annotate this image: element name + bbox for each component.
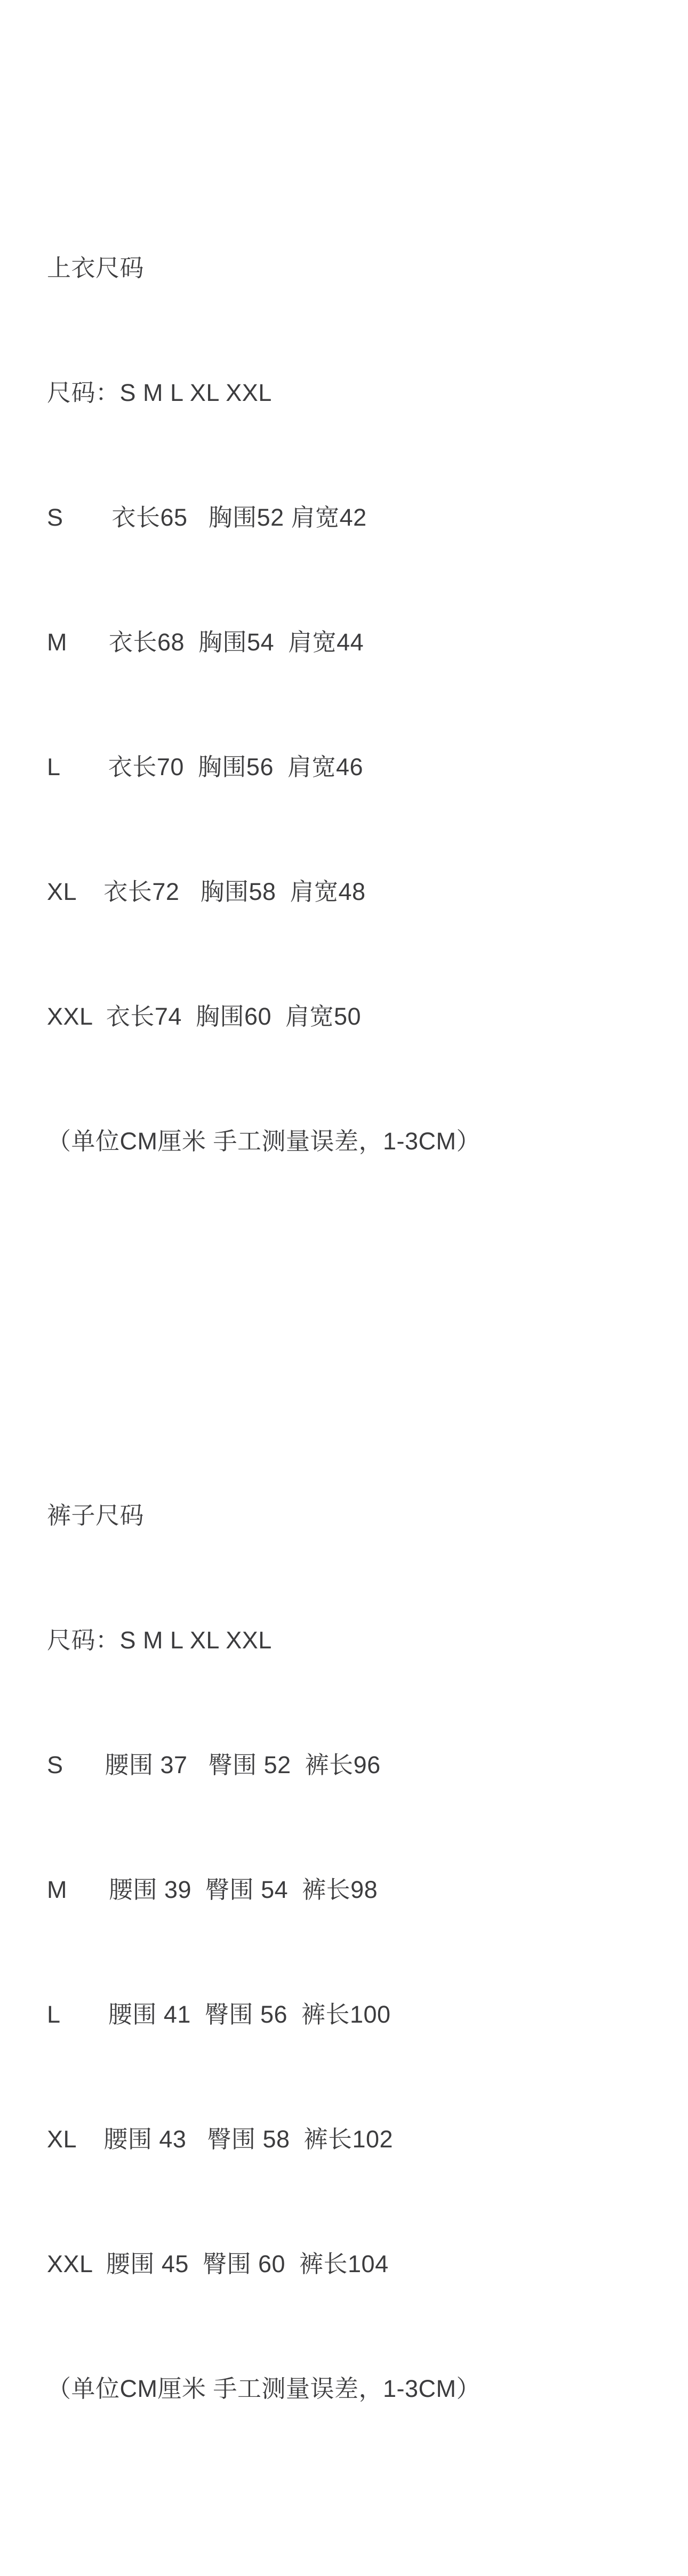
tops-measurement-note: （单位CM厘米 手工测量误差，1-3CM） <box>47 1128 481 1155</box>
pants-size-section <box>47 1412 660 2493</box>
tops-size-row-s: S 衣长65 胸围52 肩宽42 <box>47 504 367 531</box>
tops-size-row-xxl: XXL 衣长74 胸围60 肩宽50 <box>47 1003 362 1030</box>
tops-size-options-line: 尺码：S M L XL XXL <box>47 379 272 406</box>
pants-size-row-l: L 腰围 41 臀围 56 裤长100 <box>47 2001 391 2028</box>
pants-size-row-m: M 腰围 39 臀围 54 裤长98 <box>47 1876 378 1903</box>
tops-size-row-l: L 衣长70 胸围56 肩宽46 <box>47 753 364 780</box>
pants-size-row-xl: XL 腰围 43 臀围 58 裤长102 <box>47 2126 394 2153</box>
size-chart-document <box>47 39 660 2576</box>
tops-size-section <box>47 164 660 1245</box>
pants-measurement-note: （单位CM厘米 手工测量误差，1-3CM） <box>47 2375 481 2402</box>
pants-size-row-xxl: XXL 腰围 45 臀围 60 裤长104 <box>47 2250 389 2277</box>
tops-size-row-xl: XL 衣长72 胸围58 肩宽48 <box>47 878 366 905</box>
tops-section-title: 上衣尺码 <box>47 254 145 281</box>
pants-section-title: 裤子尺码 <box>47 1502 145 1529</box>
pants-size-row-s: S 腰围 37 臀围 52 裤长96 <box>47 1751 381 1778</box>
tops-size-row-m: M 衣长68 胸围54 肩宽44 <box>47 629 364 656</box>
pants-size-options-line: 尺码：S M L XL XXL <box>47 1627 272 1654</box>
